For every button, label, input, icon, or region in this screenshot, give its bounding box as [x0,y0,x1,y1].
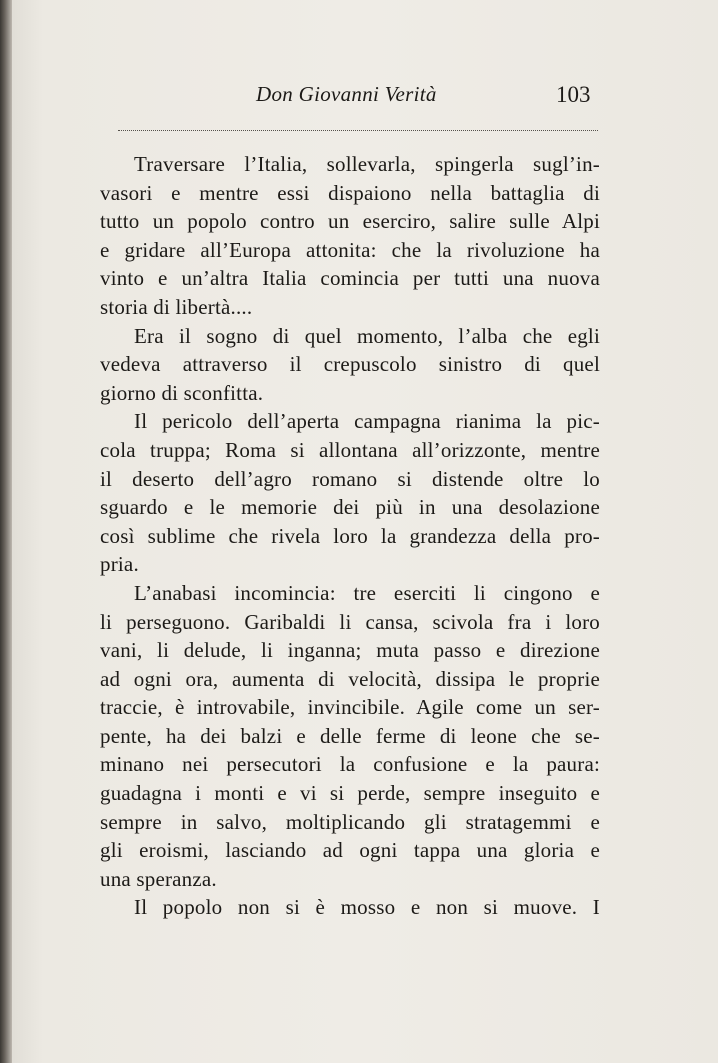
text-line: guadagna i monti e vi si perde, sempre inseguito e [100,781,600,806]
text-line: vani, li delude, li inganna; muta passo e direzione [100,638,600,663]
text-line: ad ogni ora, aumenta di velocità, dissipa le proprie [100,666,600,691]
text-line: tutto un popolo contro un eserciro, salire sulle Alpi [100,209,600,234]
text-line: Il pericolo dell’aperta campagna rianima la pic- [134,409,600,434]
page-number: 103 [556,82,591,107]
text-line: Era il sogno di quel momento, l’alba che egli [134,323,600,348]
text-line: Traversare l’Italia, sollevarla, spingerla sugl’in- [134,152,600,176]
text-line: vedeva attraverso il crepuscolo sinistro di quel [100,352,600,377]
running-title: Don Giovanni Verità [256,82,437,106]
text-line: pente, ha dei balzi e delle ferme di leone che se- [100,723,600,748]
text-line: vinto e un’altra Italia comincia per tutti una nuova [100,266,600,291]
text-line: pria. [100,552,139,577]
page-header [0,78,718,114]
text-line: sempre in salvo, moltiplicando gli stratagemmi e [100,809,600,834]
body-text [100,150,600,922]
text-line: giorno di sconfitta. [100,380,264,405]
text-line: una speranza. [100,866,217,891]
text-line: storia di libertà.... [100,294,253,319]
text-line: li perseguono. Garibaldi li cansa, scivola fra i loro [100,609,600,634]
text-line: gli eroismi, lasciando ad ogni tappa una gloria e [100,838,600,863]
text-line: così sublime che rivela loro la grandezza della pro- [100,523,600,548]
text-line: L’anabasi incomincia: tre eserciti li cingono e [134,580,600,605]
text-line: vasori e mentre essi dispaiono nella battaglia di [100,180,600,205]
text-line: il deserto dell’agro romano si distende oltre lo [100,466,600,491]
text-line: minano nei persecutori la confusione e la paura: [100,752,600,777]
header-rule [118,130,598,131]
text-line: sguardo e le memorie dei più in una desolazione [100,495,600,520]
text-line: traccie, è introvabile, invincibile. Agile come un ser- [100,695,600,720]
text-line: cola truppa; Roma si allontana all’orizzonte, mentre [100,437,600,462]
text-line: Il popolo non si è mosso e non si muove. I [134,895,600,920]
page-spine-shadow [0,0,12,1063]
text-line: e gridare all’Europa attonita: che la rivoluzione ha [100,237,600,262]
